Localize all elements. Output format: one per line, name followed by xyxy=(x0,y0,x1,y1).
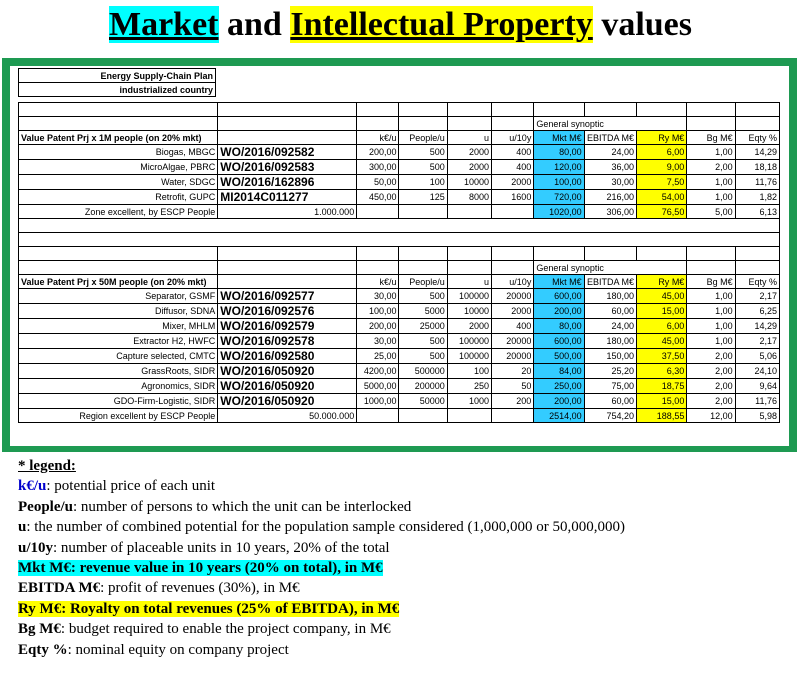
table-cell: 5,06 xyxy=(735,349,779,364)
blank-cell xyxy=(19,103,218,117)
table-cell: 6,00 xyxy=(637,319,687,334)
blank-cell xyxy=(399,409,447,423)
table-cell: 1600 xyxy=(492,190,534,205)
blank-cell xyxy=(687,261,735,275)
table-cell: 50 xyxy=(492,379,534,394)
column-header: Value Patent Prj x 50M people (on 20% mkt) xyxy=(19,275,218,289)
total-label: Zone excellent, by ESCP People xyxy=(19,205,218,219)
total-ry: 76,50 xyxy=(637,205,687,219)
table-cell: 80,00 xyxy=(534,145,584,160)
column-header: u xyxy=(447,275,491,289)
blank-cell xyxy=(399,247,447,261)
blank-cell xyxy=(218,247,357,261)
table-cell: 300,00 xyxy=(357,160,399,175)
blank-cell xyxy=(399,205,447,219)
table-row xyxy=(19,145,780,160)
blank-cell xyxy=(357,103,399,117)
header-row xyxy=(19,275,780,289)
patent-number: WO/2016/050920 xyxy=(218,364,357,379)
column-header: Ry M€ xyxy=(637,275,687,289)
table-cell: 15,00 xyxy=(637,304,687,319)
patent-number: WO/2016/050920 xyxy=(218,394,357,409)
table-cell: Capture selected, CMTC xyxy=(19,349,218,364)
table-cell: 2,00 xyxy=(687,364,735,379)
table-cell: 6,30 xyxy=(637,364,687,379)
table-cell: 200,00 xyxy=(534,394,584,409)
title-values: values xyxy=(592,6,692,43)
total-bg: 12,00 xyxy=(687,409,735,423)
table-cell: 25,00 xyxy=(357,349,399,364)
blank-cell xyxy=(637,103,687,117)
legend-item-ry: Ry M€: Royalty on total revenues (25% of EBITDA), in M€ xyxy=(18,600,400,617)
table-cell: 200 xyxy=(492,394,534,409)
patent-number: WO/2016/092583 xyxy=(218,160,357,175)
table-cell: 9,00 xyxy=(637,160,687,175)
table-cell: 180,00 xyxy=(584,289,636,304)
table-cell: 4200,00 xyxy=(357,364,399,379)
blank-cell xyxy=(447,103,491,117)
plan-line-2: industrialized country xyxy=(19,83,216,97)
table-cell: Water, SDGC xyxy=(19,175,218,190)
patent-number: WO/2016/092580 xyxy=(218,349,357,364)
blank-cell xyxy=(735,117,779,131)
blank-cell xyxy=(357,205,399,219)
table-cell: 500000 xyxy=(399,364,447,379)
table-cell: 15,00 xyxy=(637,394,687,409)
table-50m-people xyxy=(18,246,780,423)
blank-cell xyxy=(584,103,636,117)
blank-cell xyxy=(447,117,491,131)
table-cell: 2,00 xyxy=(687,379,735,394)
table-cell: 45,00 xyxy=(637,289,687,304)
table-cell: 18,18 xyxy=(735,160,779,175)
column-header: Bg M€ xyxy=(687,131,735,145)
table-cell: 1000 xyxy=(447,394,491,409)
column-header: u/10y xyxy=(492,275,534,289)
table-cell: 1,82 xyxy=(735,190,779,205)
blank-cell xyxy=(399,261,447,275)
blank-cell xyxy=(19,261,218,275)
table-cell: 216,00 xyxy=(584,190,636,205)
table-cell: Retrofit, GUPC xyxy=(19,190,218,205)
total-mkt: 2514,00 xyxy=(534,409,584,423)
legend-item-u: u: the number of combined potential for the population sample considered (1,000,000 or 50,000,000) xyxy=(18,519,625,536)
blank-cell xyxy=(357,247,399,261)
blank-cell xyxy=(492,409,534,423)
table-cell: 100000 xyxy=(447,289,491,304)
total-eqty: 6,13 xyxy=(735,205,779,219)
blank-cell xyxy=(637,247,687,261)
table-cell: 20 xyxy=(492,364,534,379)
legend-item-ku: k€/u: potential price of each unit xyxy=(18,478,216,495)
patent-number: WO/2016/162896 xyxy=(218,175,357,190)
table-cell: 200000 xyxy=(399,379,447,394)
table-cell: 24,00 xyxy=(584,145,636,160)
table-cell: 1,00 xyxy=(687,190,735,205)
table-row xyxy=(19,349,780,364)
column-header: k€/u xyxy=(357,275,399,289)
total-row xyxy=(19,205,780,219)
table-cell: 5000,00 xyxy=(357,379,399,394)
table-cell: 500 xyxy=(399,145,447,160)
table-row xyxy=(19,175,780,190)
table-cell: 50,00 xyxy=(357,175,399,190)
total-label: Region excellent by ESCP People xyxy=(19,409,218,423)
column-header: u/10y xyxy=(492,131,534,145)
blank-cell xyxy=(735,247,779,261)
table-cell: 8000 xyxy=(447,190,491,205)
table-cell: 2000 xyxy=(492,304,534,319)
table-cell: 500 xyxy=(399,160,447,175)
blank-cell xyxy=(447,247,491,261)
table-cell: 125 xyxy=(399,190,447,205)
table-cell: 120,00 xyxy=(534,160,584,175)
table-cell: GrassRoots, SIDR xyxy=(19,364,218,379)
table-cell: 20000 xyxy=(492,289,534,304)
table-cell: 400 xyxy=(492,319,534,334)
column-header: Mkt M€ xyxy=(534,275,584,289)
table-row xyxy=(19,190,780,205)
patent-number: WO/2016/092579 xyxy=(218,319,357,334)
legend-item-ebitda: EBITDA M€: profit of revenues (30%), in M€ xyxy=(18,580,300,597)
table-cell: 100 xyxy=(447,364,491,379)
title-ip: Intellectual Property xyxy=(290,6,593,43)
patent-number: WO/2016/092576 xyxy=(218,304,357,319)
table-row xyxy=(19,379,780,394)
total-ry: 188,55 xyxy=(637,409,687,423)
table-cell: 2,00 xyxy=(687,349,735,364)
blank-cell xyxy=(492,205,534,219)
column-header: Eqty % xyxy=(735,275,779,289)
column-header: Mkt M€ xyxy=(534,131,584,145)
table-cell: 1000,00 xyxy=(357,394,399,409)
table-cell: 500 xyxy=(399,349,447,364)
patent-number: WO/2016/050920 xyxy=(218,379,357,394)
table-cell: 1,00 xyxy=(687,145,735,160)
table-cell: 6,25 xyxy=(735,304,779,319)
table-cell: 45,00 xyxy=(637,334,687,349)
table-cell: 50000 xyxy=(399,394,447,409)
blank-cell xyxy=(492,103,534,117)
table-cell: 11,76 xyxy=(735,175,779,190)
table-cell: Mixer, MHLM xyxy=(19,319,218,334)
table-cell: 80,00 xyxy=(534,319,584,334)
table-cell: 14,29 xyxy=(735,145,779,160)
table-cell: 37,50 xyxy=(637,349,687,364)
total-population: 50.000.000 xyxy=(218,409,357,423)
legend-item-eqty: Eqty %: nominal equity on company project xyxy=(18,641,289,658)
table-cell: 1,00 xyxy=(687,289,735,304)
table-cell: 450,00 xyxy=(357,190,399,205)
table-cell: 500 xyxy=(399,334,447,349)
blank-cell xyxy=(492,261,534,275)
table-cell: 100,00 xyxy=(534,175,584,190)
total-ebitda: 754,20 xyxy=(584,409,636,423)
table-cell: Biogas, MBGC xyxy=(19,145,218,160)
table-cell: 200,00 xyxy=(357,319,399,334)
table-cell: 150,00 xyxy=(584,349,636,364)
patent-number: WO/2016/092578 xyxy=(218,334,357,349)
total-population: 1.000.000 xyxy=(218,205,357,219)
blank-cell xyxy=(399,117,447,131)
table-cell: 10000 xyxy=(447,175,491,190)
table-cell: 10000 xyxy=(447,304,491,319)
spreadsheet-area xyxy=(10,66,789,446)
table-cell: 5000 xyxy=(399,304,447,319)
blank-cell xyxy=(19,117,218,131)
total-bg: 5,00 xyxy=(687,205,735,219)
table-cell: MicroAlgae, PBRC xyxy=(19,160,218,175)
blank-cell xyxy=(447,205,491,219)
blank-cell xyxy=(218,117,357,131)
table-cell: Diffusor, SDNA xyxy=(19,304,218,319)
table-cell: 250 xyxy=(447,379,491,394)
table-cell: 180,00 xyxy=(584,334,636,349)
table-cell: 250,00 xyxy=(534,379,584,394)
blank-row xyxy=(19,219,780,233)
total-eqty: 5,98 xyxy=(735,409,779,423)
table-cell: 14,29 xyxy=(735,319,779,334)
column-header: EBITDA M€ xyxy=(584,275,636,289)
table-cell: 100000 xyxy=(447,349,491,364)
table-cell: Extractor H2, HWFC xyxy=(19,334,218,349)
plan-line-1: Energy Supply-Chain Plan xyxy=(19,69,216,83)
table-cell: 9,64 xyxy=(735,379,779,394)
table-cell: 200,00 xyxy=(534,304,584,319)
title-bar xyxy=(0,0,801,58)
legend-item-u10y: u/10y: number of placeable units in 10 years, 20% of the total xyxy=(18,539,390,556)
column-header: People/u xyxy=(399,131,447,145)
table-cell: 60,00 xyxy=(584,394,636,409)
table-cell: 30,00 xyxy=(584,175,636,190)
table-cell: 2000 xyxy=(447,319,491,334)
table-cell: Separator, GSMF xyxy=(19,289,218,304)
table-cell: 75,00 xyxy=(584,379,636,394)
legend xyxy=(18,456,625,660)
table-cell: 1,00 xyxy=(687,304,735,319)
column-header: Value Patent Prj x 1M people (on 20% mkt) xyxy=(19,131,218,145)
blank-cell xyxy=(357,117,399,131)
blank-cell xyxy=(218,103,357,117)
table-cell: 100000 xyxy=(447,334,491,349)
blank-cell xyxy=(357,409,399,423)
plan-box xyxy=(18,68,216,97)
patent-number: WO/2016/092577 xyxy=(218,289,357,304)
table-cell: 54,00 xyxy=(637,190,687,205)
table-cell: 2000 xyxy=(447,145,491,160)
blank-cell xyxy=(735,103,779,117)
blank-cell xyxy=(584,247,636,261)
blank-cell xyxy=(534,247,584,261)
table-cell: 11,76 xyxy=(735,394,779,409)
table-cell: 30,00 xyxy=(357,334,399,349)
header-row xyxy=(19,131,780,145)
table-row xyxy=(19,334,780,349)
blank-cell xyxy=(687,117,735,131)
table-cell: 2000 xyxy=(447,160,491,175)
table-cell: 600,00 xyxy=(534,289,584,304)
table-row xyxy=(19,160,780,175)
table-cell: 84,00 xyxy=(534,364,584,379)
table-cell: 25000 xyxy=(399,319,447,334)
blank-cell xyxy=(447,261,491,275)
table-cell: 36,00 xyxy=(584,160,636,175)
table-cell: 7,50 xyxy=(637,175,687,190)
column-header xyxy=(218,131,357,145)
table-cell: 1,00 xyxy=(687,319,735,334)
table-cell: 2,17 xyxy=(735,334,779,349)
page-title xyxy=(0,6,801,44)
table-row xyxy=(19,319,780,334)
blank-cell xyxy=(735,261,779,275)
patent-number: MI2014C011277 xyxy=(218,190,357,205)
legend-item-people: People/u: number of persons to which the unit can be interlocked xyxy=(18,498,412,515)
legend-item-bg: Bg M€: budget required to enable the project company, in M€ xyxy=(18,621,391,638)
table-cell: 600,00 xyxy=(534,334,584,349)
table-cell: 20000 xyxy=(492,334,534,349)
table-cell: 1,00 xyxy=(687,334,735,349)
table-cell: 500 xyxy=(399,289,447,304)
title-market: Market xyxy=(109,6,219,43)
column-header: u xyxy=(447,131,491,145)
table-cell: 60,00 xyxy=(584,304,636,319)
blank-cell xyxy=(447,409,491,423)
table-cell: GDO-Firm-Logistic, SIDR xyxy=(19,394,218,409)
column-header: EBITDA M€ xyxy=(584,131,636,145)
column-header xyxy=(218,275,357,289)
legend-heading: * legend: xyxy=(18,458,76,474)
table-cell: 24,00 xyxy=(584,319,636,334)
table-cell: 100,00 xyxy=(357,304,399,319)
table-cell: 30,00 xyxy=(357,289,399,304)
blank-cell xyxy=(399,103,447,117)
blank-cell xyxy=(687,247,735,261)
table-cell: 6,00 xyxy=(637,145,687,160)
total-mkt: 1020,00 xyxy=(534,205,584,219)
table-cell: 25,20 xyxy=(584,364,636,379)
table-cell: 2,00 xyxy=(687,394,735,409)
synoptic-label: General synoptic xyxy=(534,261,687,275)
column-header: k€/u xyxy=(357,131,399,145)
table-row xyxy=(19,394,780,409)
synoptic-label: General synoptic xyxy=(534,117,687,131)
blank-cell xyxy=(492,117,534,131)
legend-item-mkt: Mkt M€: revenue value in 10 years (20% on total), in M€ xyxy=(18,560,383,577)
blank-row xyxy=(19,233,780,247)
table-row xyxy=(19,364,780,379)
table-row xyxy=(19,289,780,304)
total-ebitda: 306,00 xyxy=(584,205,636,219)
table-cell: 100 xyxy=(399,175,447,190)
table-cell: 2,00 xyxy=(687,160,735,175)
table-cell: Agronomics, SIDR xyxy=(19,379,218,394)
table-cell: 18,75 xyxy=(637,379,687,394)
column-header: Eqty % xyxy=(735,131,779,145)
blank-cell xyxy=(687,103,735,117)
table-cell: 720,00 xyxy=(534,190,584,205)
table-cell: 400 xyxy=(492,145,534,160)
title-and: and xyxy=(218,6,291,43)
table-cell: 1,00 xyxy=(687,175,735,190)
table-cell: 200,00 xyxy=(357,145,399,160)
blank-cell xyxy=(218,261,357,275)
table-1m-people xyxy=(18,102,780,247)
table-row xyxy=(19,304,780,319)
total-row xyxy=(19,409,780,423)
table-cell: 2000 xyxy=(492,175,534,190)
patent-number: WO/2016/092582 xyxy=(218,145,357,160)
table-cell: 500,00 xyxy=(534,349,584,364)
table-cell: 400 xyxy=(492,160,534,175)
column-header: Ry M€ xyxy=(637,131,687,145)
column-header: Bg M€ xyxy=(687,275,735,289)
blank-cell xyxy=(492,247,534,261)
table-cell: 20000 xyxy=(492,349,534,364)
blank-cell xyxy=(534,103,584,117)
column-header: People/u xyxy=(399,275,447,289)
blank-cell xyxy=(19,247,218,261)
table-cell: 2,17 xyxy=(735,289,779,304)
blank-cell xyxy=(357,261,399,275)
table-cell: 24,10 xyxy=(735,364,779,379)
